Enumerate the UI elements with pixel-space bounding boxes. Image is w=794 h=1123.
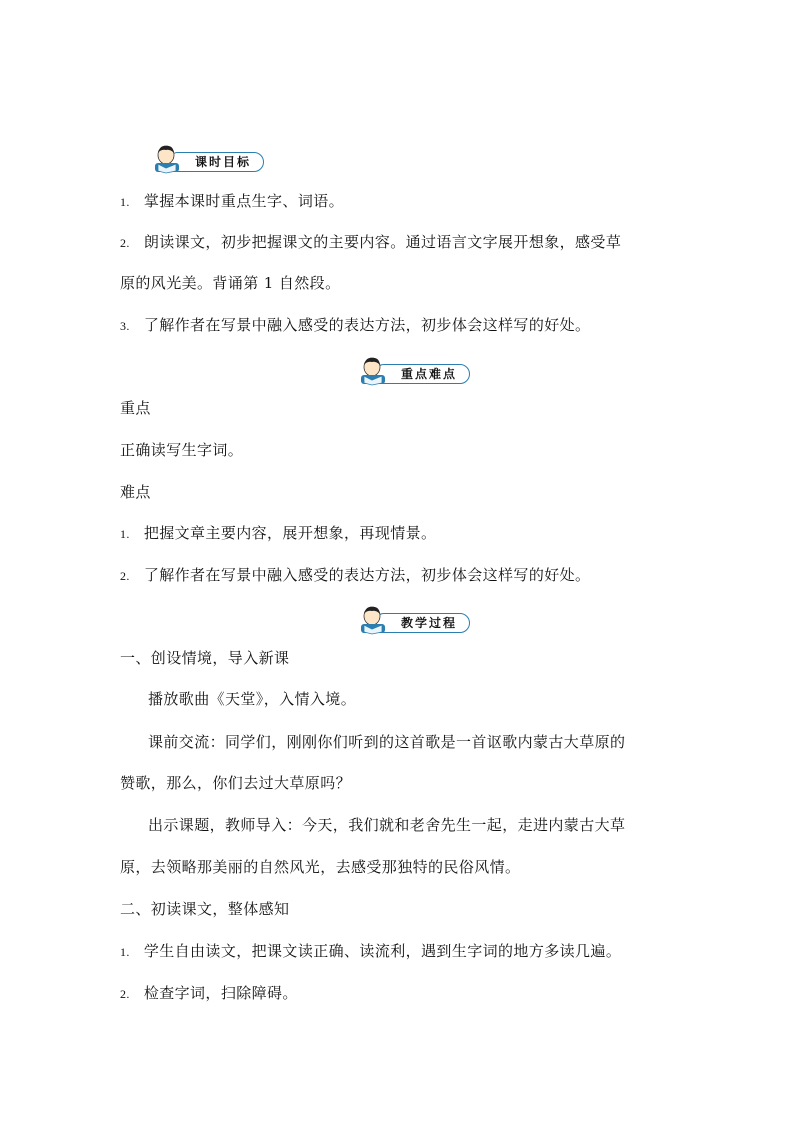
paragraph-continued: 原，去领略那美丽的自然风光，去感受那独特的民俗风情。 [120, 858, 521, 876]
paragraph-continued: 赞歌，那么，你们去过大草原吗？ [120, 774, 352, 792]
badge-label: 重点难点 [374, 364, 470, 384]
badge-keypoints [356, 356, 471, 386]
badge-process [356, 605, 471, 635]
difficulty-label: 难点 [120, 483, 151, 501]
badge-objectives [150, 144, 265, 174]
section-title: 一、创设情境，导入新课 [120, 649, 290, 667]
student-reading-icon [356, 605, 396, 635]
section-title: 二、初读课文，整体感知 [120, 900, 290, 918]
student-reading-icon [356, 356, 396, 386]
badge-label: 课时目标 [168, 152, 264, 172]
objective-item-continued: 原的风光美。背诵第 1 自然段。 [120, 274, 341, 292]
process-item: 1. 学生自由读文，把课文读正确、读流利，遇到生字词的地方多读几遍。 [120, 942, 622, 960]
objective-item: 3. 了解作者在写景中融入感受的表达方法，初步体会这样写的好处。 [120, 316, 591, 334]
student-reading-icon [150, 144, 190, 174]
objective-item: 2. 朗读课文，初步把握课文的主要内容。通过语言文字展开想象，感受草 [120, 233, 622, 251]
key-label: 重点 [120, 399, 151, 417]
badge-label: 教学过程 [374, 613, 470, 633]
process-item: 2. 检查字词，扫除障碍。 [120, 984, 298, 1002]
paragraph: 课前交流：同学们，刚刚你们听到的这首歌是一首讴歌内蒙古大草原的 [148, 733, 626, 751]
key-text: 正确读写生字词。 [120, 441, 244, 459]
difficulty-item: 2. 了解作者在写景中融入感受的表达方法，初步体会这样写的好处。 [120, 566, 591, 584]
paragraph: 出示课题，教师导入：今天，我们就和老舍先生一起，走进内蒙古大草 [148, 816, 626, 834]
paragraph: 播放歌曲《天堂》，入情入境。 [148, 690, 357, 708]
difficulty-item: 1. 把握文章主要内容，展开想象，再现情景。 [120, 524, 437, 542]
objective-item: 1. 掌握本课时重点生字、词语。 [120, 192, 345, 210]
